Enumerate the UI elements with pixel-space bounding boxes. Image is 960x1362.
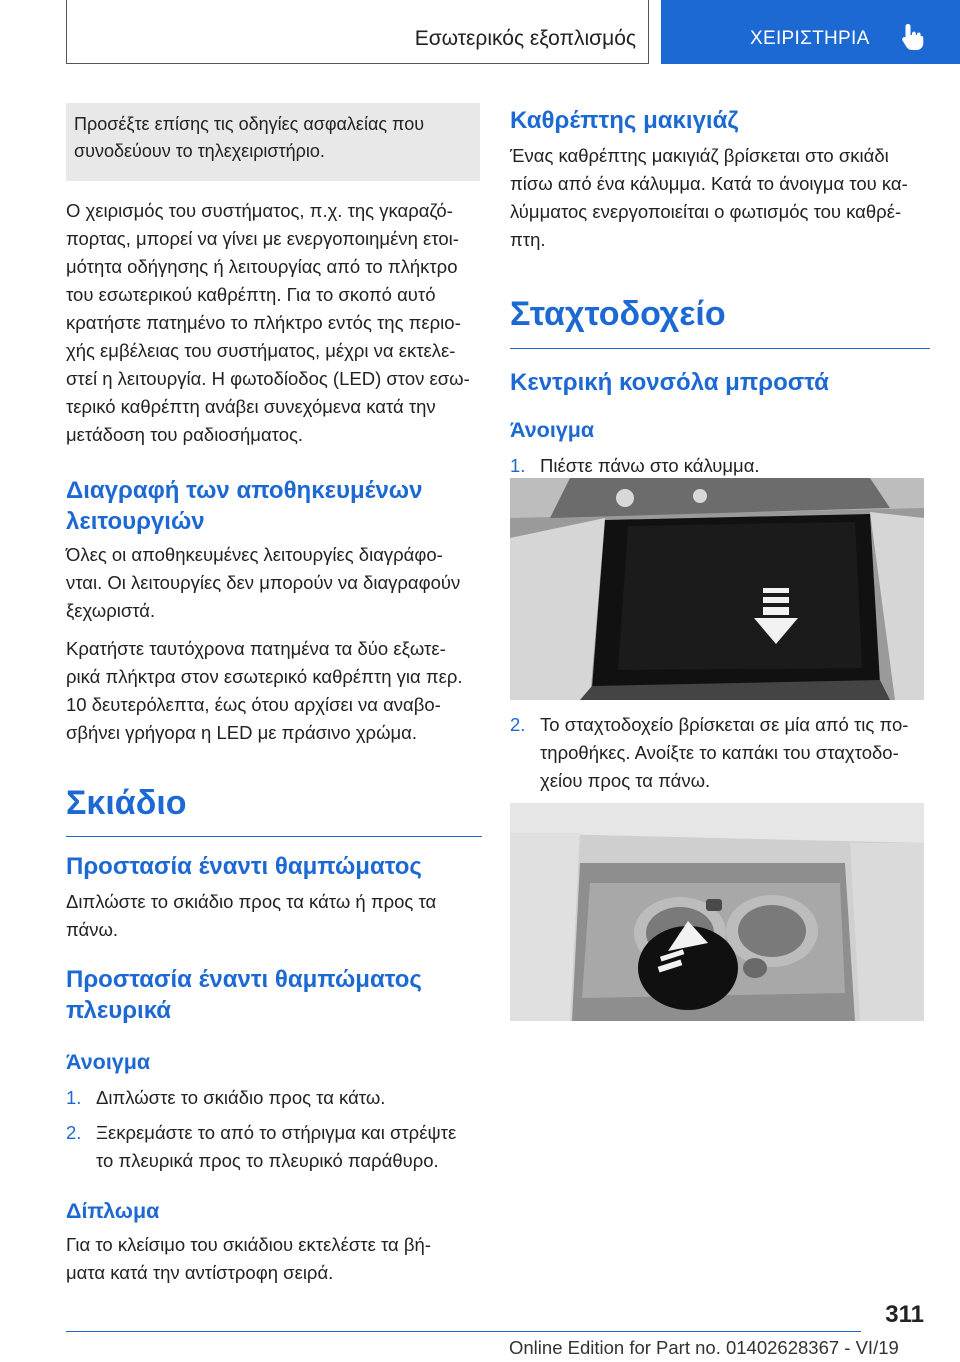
fold-paragraph <box>66 1231 482 1287</box>
cupholder-ashtray-image <box>510 803 924 1021</box>
ashtray-rule <box>510 348 930 349</box>
header-chapter-tab[interactable] <box>661 0 960 64</box>
list-item: 1. Πιέστε πάνω στο κάλυμμα. <box>510 455 760 476</box>
header-section-box <box>66 0 649 64</box>
ashtray-step-1 <box>510 452 930 480</box>
text-line: Ο χειρισμός του συστήματος, π.χ. της γκαραζό- <box>66 200 453 221</box>
ashtray-step-2-wrap <box>510 711 930 795</box>
footer-edition: Online Edition for Part no. 01402628367 - VI/19 <box>509 1337 899 1358</box>
text-line: Διπλώστε το σκιάδιο προς τα κάτω ή προς τα <box>66 891 437 912</box>
page-number: 311 <box>885 1301 924 1328</box>
text-line: Κρατήστε ταυτόχρονα πατημένα τα δύο εξωτε- <box>66 638 446 659</box>
text-line: νται. Οι λειτουργίες δεν μπορούν να διαγραφούν <box>66 572 461 593</box>
sunvisor-rule <box>66 836 482 837</box>
text-line: στεί η λειτουργία. Η φωτοδίοδος (LED) στον εσω- <box>66 368 470 389</box>
text-line: ματα κατά την αντίστροφη σειρά. <box>66 1262 334 1283</box>
text-line: του εσωτερικού καθρέπτη. Για το σκοπό αυτό <box>66 284 436 305</box>
text-line: ρικά πλήκτρα στον εσωτερικό καθρέπτη για περ. <box>66 666 463 687</box>
list-item: 2. Ξεκρεμάστε το από το στήριγμα και στρέψτε το πλευρικά προς το πλευρικό παράθυρο. <box>66 1122 457 1171</box>
footer-rule <box>66 1331 861 1332</box>
vanity-mirror-heading: Καθρέπτης μακιγιάζ <box>510 107 739 134</box>
text-line: μότητα οδήγησης ή λειτουργίας από το πλήκτρο <box>66 256 458 277</box>
text-line: Όλες οι αποθηκευμένες λειτουργίες διαγράφο- <box>66 544 443 565</box>
safety-note: Προσέξτε επίσης τις οδηγίες ασφαλείας που συνοδεύουν το τηλεχειριστήριο. <box>66 103 480 181</box>
delete-paragraph-1 <box>66 541 482 625</box>
ashtray-title: Σταχτοδοχείο <box>510 295 726 333</box>
list-item: 2. Το σταχτοδοχείο βρίσκεται σε μία από τις πο- τηροθήκες. Ανοίξτε το καπάκι του σταχτοδο- χείου προς τα πάνω. <box>510 714 909 791</box>
fold-heading: Δίπλωμα <box>66 1199 160 1223</box>
text-line: πίσω από ένα κάλυμμα. Κατά το άνοιγμα του κα- <box>510 173 908 194</box>
glare-protection-heading: Προστασία έναντι θαμπώματος <box>66 853 422 880</box>
text-line: τερικό καθρέπτη ανάβει συνεχόμενα κατά την <box>66 396 436 417</box>
text-line: χής εμβέλειας του συστήματος, μέχρι να εκτελε- <box>66 340 456 361</box>
open-heading-right: Άνοιγμα <box>510 418 595 442</box>
console-cover-image <box>510 478 924 700</box>
header-chapter-label: ΧΕΙΡΙΣΤΗΡΙΑ <box>750 28 870 49</box>
text-line: ξεχωριστά. <box>66 600 156 621</box>
sunvisor-open-steps <box>66 1084 482 1175</box>
text-line: πάνω. <box>66 919 119 940</box>
open-heading-left: Άνοιγμα <box>66 1050 151 1074</box>
ashtray-step-2 <box>510 711 930 795</box>
text-line: 10 δευτερόλεπτα, έως ότου αρχίσει να αναβο- <box>66 694 441 715</box>
text-line: σβήνει γρήγορα η LED με πράσινο χρώμα. <box>66 722 418 743</box>
side-glare-heading: Προστασία έναντι θαμπώματος πλευρικά <box>66 966 422 1024</box>
text-line: κρατήστε πατημένο το πλήκτρο εντός της περιο- <box>66 312 461 333</box>
text-line: πτη. <box>510 229 546 250</box>
text-line: πορτας, μπορεί να γίνει με ενεργοποιημένη ετοι- <box>66 228 459 249</box>
left-column <box>66 103 482 1287</box>
list-item: 1. Διπλώστε το σκιάδιο προς τα κάτω. <box>66 1087 386 1108</box>
text-line: Ένας καθρέπτης μακιγιάζ βρίσκεται στο σκιάδι <box>510 145 889 166</box>
glare-paragraph <box>66 888 482 944</box>
right-column <box>510 103 930 480</box>
delete-functions-heading: Διαγραφή των αποθηκευμένων λειτουργιών <box>66 477 423 535</box>
text-line: μετάδοση του ραδιοσήματος. <box>66 424 304 445</box>
text-line: Για το κλείσιμο του σκιάδιου εκτελέστε τα βή- <box>66 1234 431 1255</box>
hand-pointer-icon <box>899 22 927 52</box>
header-section-title: Εσωτερικός εξοπλισμός <box>414 27 636 50</box>
text-line: λύμματος ενεργοποιείται ο φωτισμός του καθρέ- <box>510 201 902 222</box>
center-console-heading: Κεντρική κονσόλα μπροστά <box>510 369 829 396</box>
remote-operation-paragraph <box>66 197 482 449</box>
vanity-mirror-paragraph <box>510 142 930 254</box>
sunvisor-title: Σκιάδιο <box>66 784 187 822</box>
delete-paragraph-2 <box>66 635 482 747</box>
